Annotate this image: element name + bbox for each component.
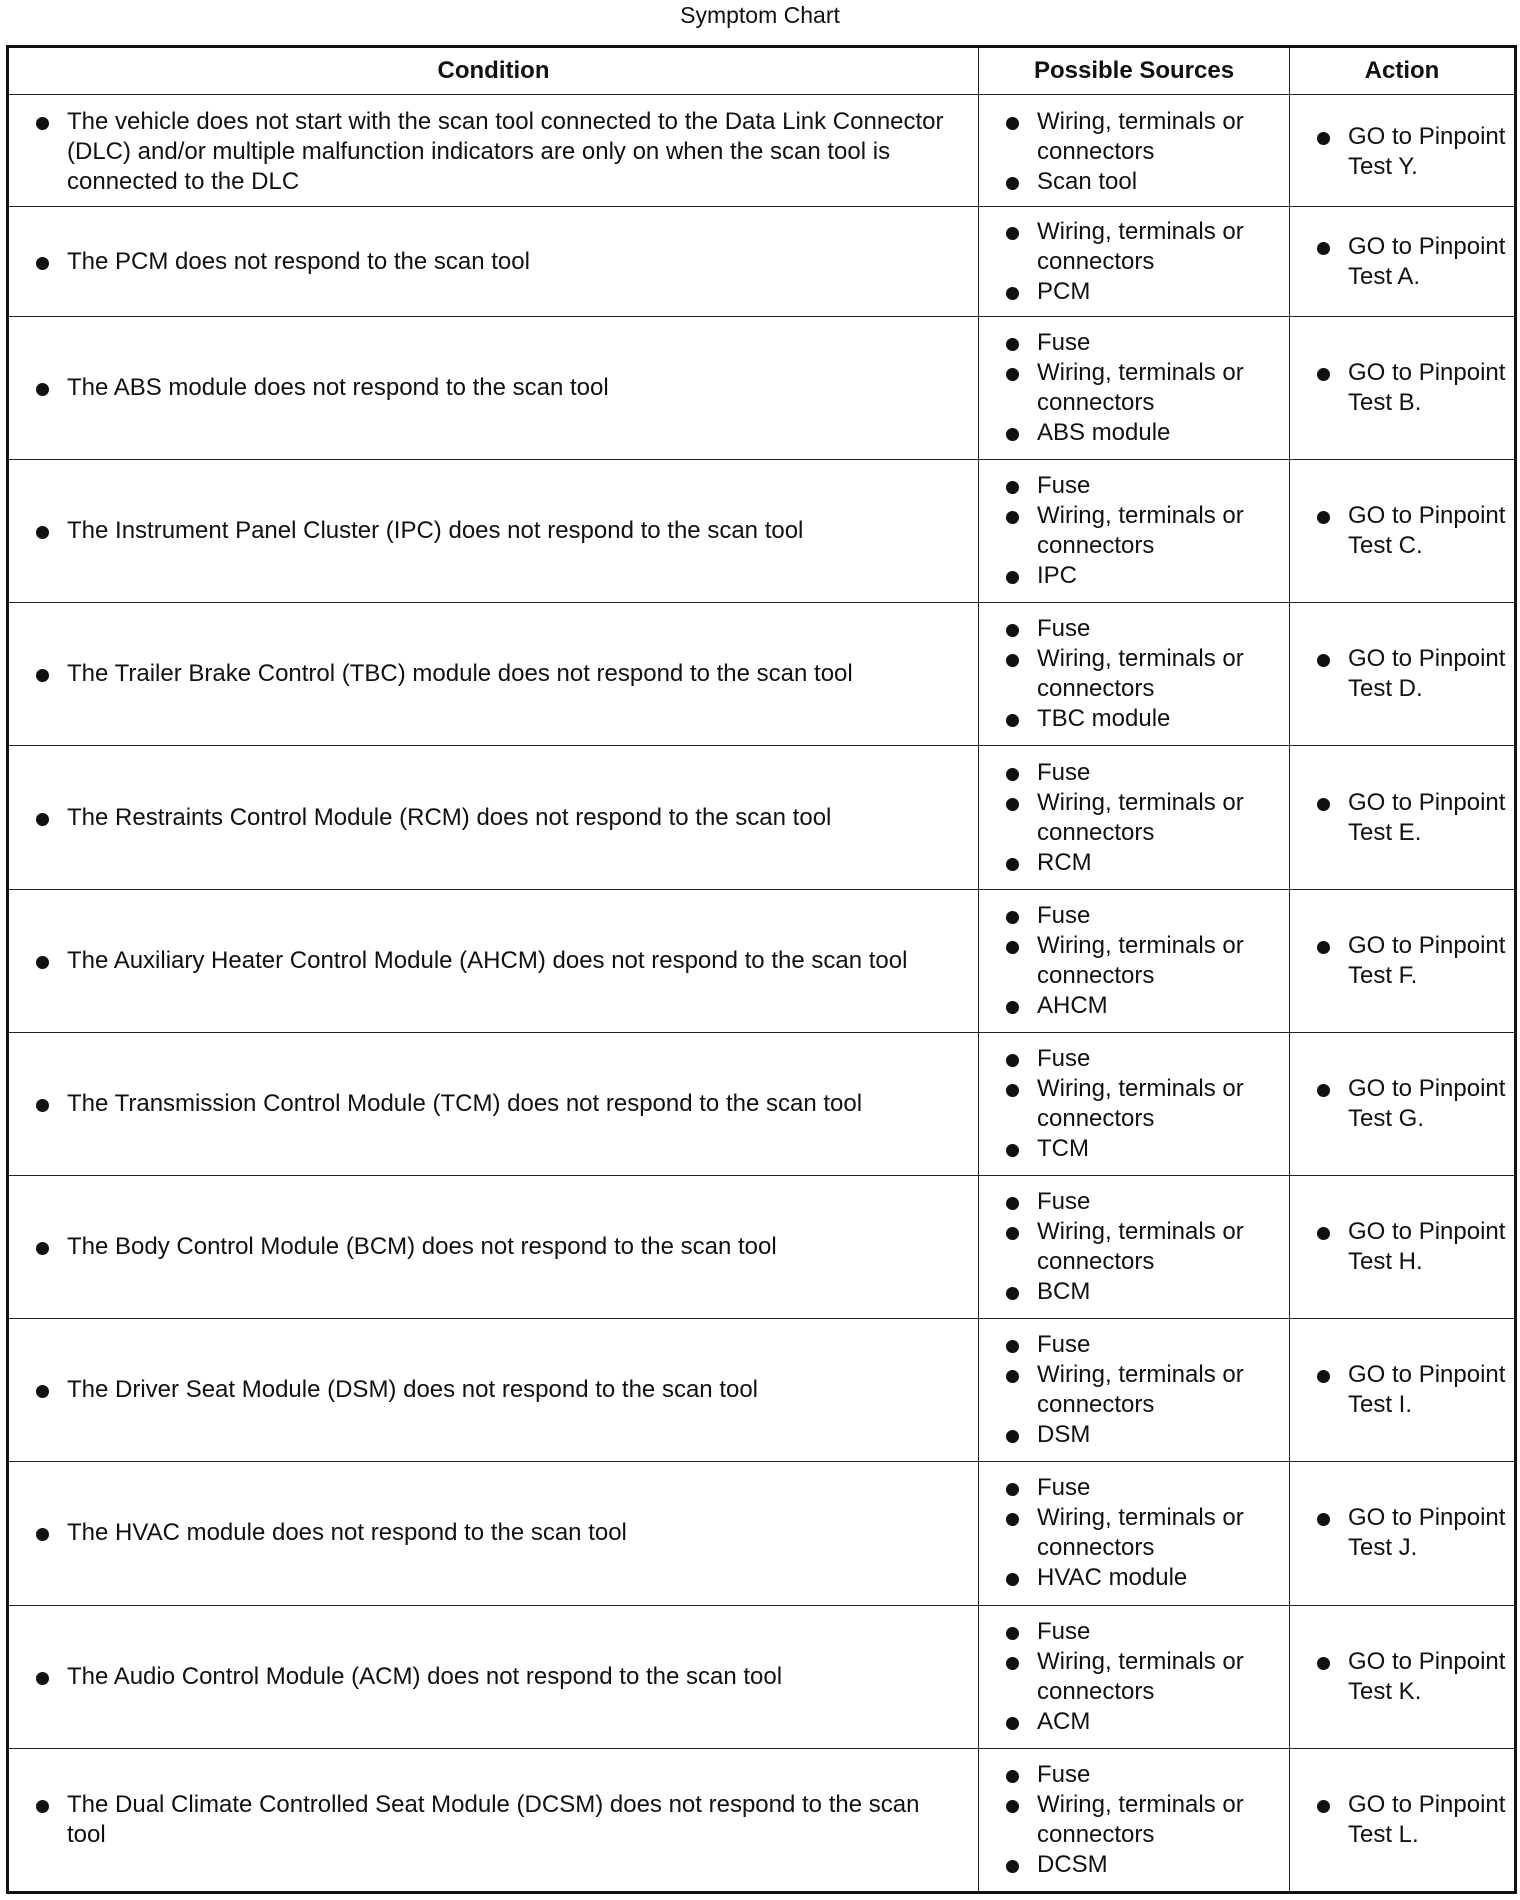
possible-sources-cell xyxy=(979,889,1290,1032)
source-item: IPC xyxy=(979,561,1279,591)
table-body xyxy=(8,95,1516,1893)
table-row xyxy=(8,603,1516,746)
source-item: Wiring, terminals or connectors xyxy=(979,1360,1279,1420)
source-item: Fuse xyxy=(979,328,1279,358)
table-header-row xyxy=(8,47,1516,95)
source-item: Wiring, terminals or connectors xyxy=(979,931,1279,991)
possible-sources-cell xyxy=(979,1605,1290,1748)
condition-text: The vehicle does not start with the scan tool connected to the Data Link Connector (DLC) and/or multiple malfunction indicators are only on when the scan tool is connected to the DLC xyxy=(9,107,968,197)
action-cell xyxy=(1290,95,1516,207)
source-item: Fuse xyxy=(979,1760,1279,1790)
possible-sources-cell xyxy=(979,1032,1290,1175)
page-title: Symptom Chart xyxy=(680,2,840,28)
header-action: Action xyxy=(1290,47,1516,95)
action-cell xyxy=(1290,1319,1516,1462)
source-item: Scan tool xyxy=(979,167,1279,197)
condition-cell xyxy=(8,746,979,889)
source-item: Fuse xyxy=(979,1044,1279,1074)
source-item: Wiring, terminals or connectors xyxy=(979,217,1279,277)
source-item: Fuse xyxy=(979,901,1279,931)
condition-text: The ABS module does not respond to the scan tool xyxy=(9,373,968,403)
action-cell xyxy=(1290,1176,1516,1319)
source-item: Fuse xyxy=(979,614,1279,644)
condition-text: The HVAC module does not respond to the scan tool xyxy=(9,1518,968,1548)
action-text: GO to Pinpoint Test G. xyxy=(1290,1074,1508,1134)
table-row xyxy=(8,1176,1516,1319)
source-item: Wiring, terminals or connectors xyxy=(979,1217,1279,1277)
possible-sources-cell xyxy=(979,603,1290,746)
condition-text: The Trailer Brake Control (TBC) module does not respond to the scan tool xyxy=(9,659,968,689)
action-cell xyxy=(1290,1462,1516,1605)
action-text: GO to Pinpoint Test D. xyxy=(1290,644,1508,704)
condition-text: The Transmission Control Module (TCM) does not respond to the scan tool xyxy=(9,1089,968,1119)
source-item: DSM xyxy=(979,1420,1279,1450)
possible-sources-cell xyxy=(979,1176,1290,1319)
action-cell xyxy=(1290,889,1516,1032)
action-cell xyxy=(1290,207,1516,317)
symptom-chart-table xyxy=(6,45,1517,1894)
source-item: Wiring, terminals or connectors xyxy=(979,107,1279,167)
action-cell xyxy=(1290,460,1516,603)
condition-cell xyxy=(8,207,979,317)
source-item: ACM xyxy=(979,1707,1279,1737)
possible-sources-cell xyxy=(979,316,1290,459)
table-row xyxy=(8,207,1516,317)
condition-cell xyxy=(8,460,979,603)
condition-cell xyxy=(8,1319,979,1462)
table-row xyxy=(8,746,1516,889)
table-row xyxy=(8,889,1516,1032)
condition-cell xyxy=(8,1032,979,1175)
source-item: Fuse xyxy=(979,471,1279,501)
action-text: GO to Pinpoint Test L. xyxy=(1290,1790,1508,1850)
table-row xyxy=(8,1032,1516,1175)
action-text: GO to Pinpoint Test I. xyxy=(1290,1360,1508,1420)
action-text: GO to Pinpoint Test B. xyxy=(1290,358,1508,418)
condition-text: The Body Control Module (BCM) does not respond to the scan tool xyxy=(9,1232,968,1262)
table-row xyxy=(8,316,1516,459)
source-item: ABS module xyxy=(979,418,1279,448)
source-item: TBC module xyxy=(979,704,1279,734)
action-text: GO to Pinpoint Test J. xyxy=(1290,1503,1508,1563)
possible-sources-cell xyxy=(979,460,1290,603)
source-item: Wiring, terminals or connectors xyxy=(979,1647,1279,1707)
condition-text: The PCM does not respond to the scan tool xyxy=(9,247,968,277)
possible-sources-cell xyxy=(979,207,1290,317)
source-item: Wiring, terminals or connectors xyxy=(979,501,1279,561)
action-cell xyxy=(1290,316,1516,459)
header-possible-sources: Possible Sources xyxy=(979,47,1290,95)
possible-sources-cell xyxy=(979,1462,1290,1605)
condition-text: The Instrument Panel Cluster (IPC) does not respond to the scan tool xyxy=(9,516,968,546)
table-row xyxy=(8,1462,1516,1605)
condition-cell xyxy=(8,1462,979,1605)
condition-cell xyxy=(8,316,979,459)
action-cell xyxy=(1290,1032,1516,1175)
source-item: DCSM xyxy=(979,1850,1279,1880)
source-item: Wiring, terminals or connectors xyxy=(979,788,1279,848)
condition-cell xyxy=(8,1176,979,1319)
condition-cell xyxy=(8,603,979,746)
action-text: GO to Pinpoint Test C. xyxy=(1290,501,1508,561)
source-item: Wiring, terminals or connectors xyxy=(979,1790,1279,1850)
possible-sources-cell xyxy=(979,1748,1290,1892)
condition-cell xyxy=(8,889,979,1032)
source-item: TCM xyxy=(979,1134,1279,1164)
action-text: GO to Pinpoint Test E. xyxy=(1290,788,1508,848)
possible-sources-cell xyxy=(979,1319,1290,1462)
condition-text: The Dual Climate Controlled Seat Module (DCSM) does not respond to the scan tool xyxy=(9,1790,968,1850)
table-row xyxy=(8,95,1516,207)
possible-sources-cell xyxy=(979,746,1290,889)
source-item: BCM xyxy=(979,1277,1279,1307)
source-item: Fuse xyxy=(979,1187,1279,1217)
source-item: Wiring, terminals or connectors xyxy=(979,1074,1279,1134)
table-row xyxy=(8,460,1516,603)
table-row xyxy=(8,1319,1516,1462)
source-item: Wiring, terminals or connectors xyxy=(979,358,1279,418)
header-condition: Condition xyxy=(8,47,979,95)
source-item: RCM xyxy=(979,848,1279,878)
table-row xyxy=(8,1748,1516,1892)
condition-text: The Restraints Control Module (RCM) does not respond to the scan tool xyxy=(9,803,968,833)
condition-cell xyxy=(8,1605,979,1748)
action-text: GO to Pinpoint Test K. xyxy=(1290,1647,1508,1707)
action-text: GO to Pinpoint Test A. xyxy=(1290,232,1508,292)
source-item: Fuse xyxy=(979,1330,1279,1360)
source-item: Fuse xyxy=(979,1617,1279,1647)
condition-text: The Audio Control Module (ACM) does not respond to the scan tool xyxy=(9,1662,968,1692)
action-cell xyxy=(1290,1748,1516,1892)
source-item: AHCM xyxy=(979,991,1279,1021)
condition-cell xyxy=(8,95,979,207)
action-cell xyxy=(1290,746,1516,889)
table-row xyxy=(8,1605,1516,1748)
action-text: GO to Pinpoint Test F. xyxy=(1290,931,1508,991)
action-text: GO to Pinpoint Test Y. xyxy=(1290,122,1508,182)
source-item: PCM xyxy=(979,277,1279,307)
possible-sources-cell xyxy=(979,95,1290,207)
action-cell xyxy=(1290,603,1516,746)
source-item: Fuse xyxy=(979,1473,1279,1503)
action-text: GO to Pinpoint Test H. xyxy=(1290,1217,1508,1277)
action-cell xyxy=(1290,1605,1516,1748)
condition-text: The Driver Seat Module (DSM) does not respond to the scan tool xyxy=(9,1375,968,1405)
condition-text: The Auxiliary Heater Control Module (AHCM) does not respond to the scan tool xyxy=(9,946,968,976)
source-item: HVAC module xyxy=(979,1563,1279,1593)
condition-cell xyxy=(8,1748,979,1892)
source-item: Wiring, terminals or connectors xyxy=(979,644,1279,704)
source-item: Fuse xyxy=(979,758,1279,788)
source-item: Wiring, terminals or connectors xyxy=(979,1503,1279,1563)
